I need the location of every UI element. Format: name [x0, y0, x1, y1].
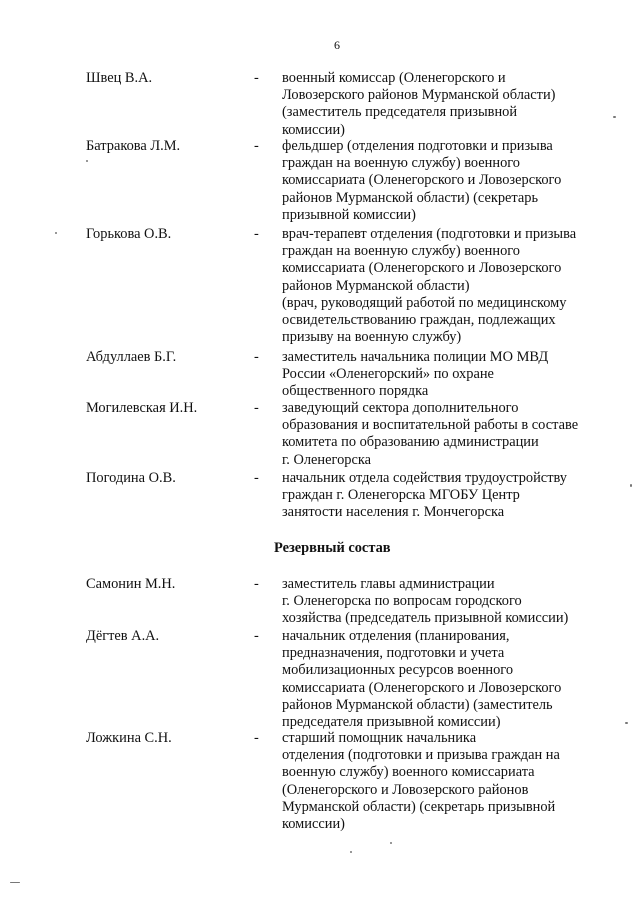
position-line: г. Оленегорска [282, 451, 372, 468]
member-dash: - [254, 470, 259, 486]
scan-speck [55, 232, 57, 234]
position-line: Мурманской области) (секретарь призывной [282, 798, 556, 815]
position-line: начальник отдела содействия трудоустройству [282, 470, 567, 486]
position-line: заведующий сектора дополнительного [282, 400, 519, 416]
position-line: призывной комиссии) [282, 206, 416, 223]
position-line: заместитель начальника полиции МО МВД [282, 349, 549, 365]
member-position [282, 628, 602, 731]
position-line: фельдшер (отделения подготовки и призыва [282, 138, 553, 154]
scan-speck [390, 842, 392, 844]
position-line: общественного порядка [282, 383, 429, 400]
position-line: комиссии) [282, 816, 345, 833]
scan-speck [10, 882, 20, 883]
position-line: хозяйства (председатель призывной комиссии) [282, 610, 569, 627]
position-line: отделения (подготовки и призыва граждан на [282, 747, 560, 764]
scan-speck [630, 484, 632, 487]
member-name: Дёгтев А.А. [86, 628, 160, 644]
member-position [282, 226, 602, 346]
position-line: освидетельствованию граждан, подлежащих [282, 312, 556, 329]
position-line: г. Оленегорска по вопросам городского [282, 593, 522, 610]
member-name: Швец В.А. [86, 70, 153, 86]
position-line: граждан г. Оленегорска МГОБУ Центр [282, 487, 520, 504]
position-line: врач-терапевт отделения (подготовки и призыва [282, 226, 577, 242]
member-name: Ложкина С.Н. [86, 730, 172, 746]
member-dash: - [254, 138, 259, 154]
member-name: Самонин М.Н. [86, 576, 176, 592]
position-line: граждан на военную службу) военного [282, 243, 520, 260]
position-line: Ловозерского районов Мурманской области) [282, 87, 556, 104]
member-dash: - [254, 226, 259, 242]
member-dash: - [254, 628, 259, 644]
member-position [282, 70, 602, 139]
position-line: призыву на военную службу) [282, 329, 462, 346]
scan-speck [613, 116, 616, 118]
page-number: 6 [334, 38, 340, 52]
member-name: Батракова Л.М. [86, 138, 181, 154]
position-line: районов Мурманской области) (секретарь [282, 189, 539, 206]
position-line: комитета по образованию администрации [282, 434, 539, 451]
position-line: комиссариата (Оленегорского и Ловозерского [282, 260, 562, 277]
position-line: военный комиссар (Оленегорского и [282, 70, 506, 86]
member-name: Погодина О.В. [86, 470, 176, 486]
member-name: Абдуллаев Б.Г. [86, 349, 177, 365]
member-position [282, 730, 602, 833]
position-line: комиссариата (Оленегорского и Ловозерского [282, 172, 562, 189]
position-line: председателя призывной комиссии) [282, 714, 501, 731]
scan-speck [350, 851, 352, 853]
scan-speck [625, 722, 628, 724]
position-line: мобилизационных ресурсов военного [282, 662, 514, 679]
member-dash: - [254, 730, 259, 746]
member-name: Могилевская И.Н. [86, 400, 198, 416]
member-position [282, 138, 602, 224]
position-line: (врач, руководящий работой по медицинскому [282, 294, 567, 311]
member-dash: - [254, 576, 259, 592]
member-dash: - [254, 70, 259, 86]
position-line: начальник отделения (планирования, [282, 628, 510, 644]
reserve-heading: Резервный состав [274, 540, 391, 556]
position-line: районов Мурманской области) [282, 277, 470, 294]
position-line: предназначения, подготовки и учета [282, 645, 505, 662]
position-line: образования и воспитательной работы в составе [282, 417, 579, 434]
member-position [282, 349, 602, 401]
scan-speck [86, 160, 88, 162]
position-line: комиссариата (Оленегорского и Ловозерского [282, 679, 562, 696]
position-line: старший помощник начальника [282, 730, 477, 746]
position-line: комиссии) [282, 121, 345, 138]
position-line: заместитель главы администрации [282, 576, 495, 592]
position-line: районов Мурманской области) (заместитель [282, 696, 553, 713]
position-line: граждан на военную службу) военного [282, 155, 520, 172]
member-dash: - [254, 400, 259, 416]
position-line: (Оленегорского и Ловозерского районов [282, 781, 529, 798]
position-line: России «Оленегорский» по охране [282, 366, 494, 383]
position-line: занятости населения г. Мончегорска [282, 504, 505, 521]
member-position [282, 470, 602, 522]
position-line: военную службу) военного комиссариата [282, 764, 535, 781]
member-dash: - [254, 349, 259, 365]
member-position [282, 400, 602, 469]
member-name: Горькова О.В. [86, 226, 172, 242]
position-line: (заместитель председателя призывной [282, 104, 518, 121]
member-position [282, 576, 602, 628]
